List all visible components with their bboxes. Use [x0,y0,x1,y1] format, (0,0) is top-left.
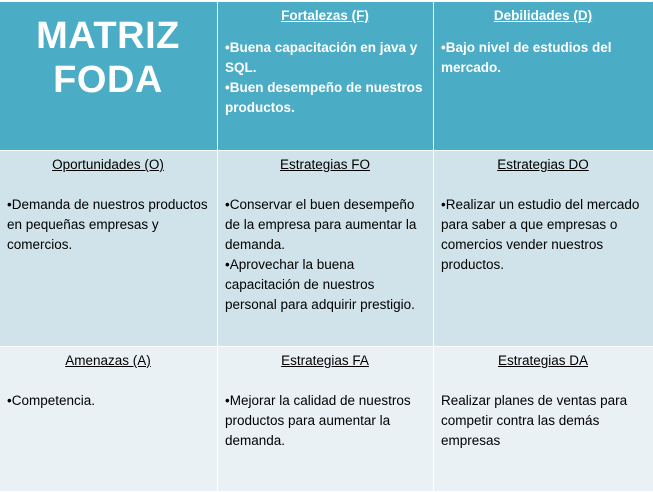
amenazas-heading: Amenazas (A) [65,353,151,368]
fortalezas-heading: Fortalezas (F) [281,8,369,23]
estrategias-da-list [441,391,645,451]
list-item: • Conservar el buen desempeño de la empresa para aumentar la demanda. [225,195,425,255]
list-item: • Realizar un estudio del mercado para saber a que empresas o comercios vender nuestros productos. [441,195,645,275]
oportunidades-list [7,195,209,255]
estrategias-fo-list [225,195,425,315]
amenazas-cell [0,347,218,492]
estrategias-fo-heading: Estrategias FO [279,157,371,172]
estrategias-da-heading: Estrategias DA [497,353,589,368]
fortalezas-list [225,38,425,118]
estrategias-do-cell [434,151,653,347]
fortalezas-cell [218,2,434,151]
list-item: Realizar planes de ventas para competir contra las demás empresas [441,393,628,448]
estrategias-do-list [441,195,645,275]
debilidades-heading: Debilidades (D) [493,8,593,23]
matrix-title-line-2: FODA [53,59,163,101]
estrategias-fa-heading: Estrategias FA [281,353,369,368]
debilidades-list [441,38,645,78]
list-item: • Aprovechar la buena capacitación de nuestros personal para adquirir prestigio. [225,255,425,315]
list-item: • Demanda de nuestros productos en pequeñas empresas y comercios. [7,195,209,255]
matrix-title-cell [0,2,218,151]
estrategias-fo-cell [218,151,434,347]
estrategias-fa-list [225,391,425,451]
amenazas-list [7,391,209,411]
estrategias-da-cell [434,347,653,492]
list-item: • Bajo nivel de estudios del mercado. [441,38,645,78]
list-item: • Mejorar la calidad de nuestros productos para aumentar la demanda. [225,391,425,451]
debilidades-cell [434,2,653,151]
list-item: • Buena capacitación en java y SQL. [225,38,425,78]
oportunidades-cell [0,151,218,347]
matrix-title-line-1: MATRIZ [36,15,180,57]
estrategias-do-heading: Estrategias DO [497,157,589,172]
list-item: • Buen desempeño de nuestros productos. [225,78,425,118]
estrategias-fa-cell [218,347,434,492]
list-item: • Competencia. [7,391,209,411]
oportunidades-heading: Oportunidades (O) [52,157,164,172]
